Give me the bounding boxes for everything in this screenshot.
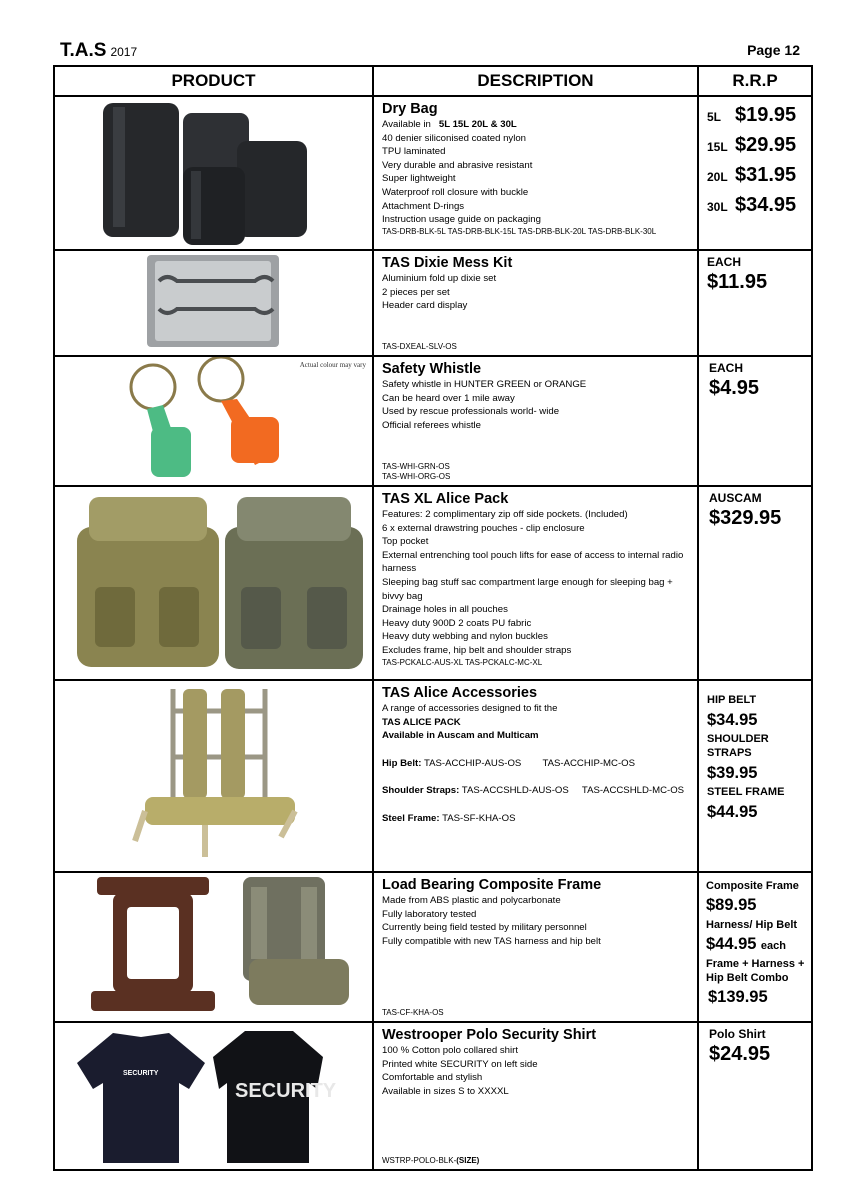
feature-line: 6 x external drawstring pouches - clip enclosure xyxy=(382,522,585,534)
header-product: PRODUCT xyxy=(54,66,373,96)
composite-frame-description xyxy=(373,872,698,1022)
feature-line: 100 % Cotton polo collared shirt xyxy=(382,1045,518,1056)
feature-line: Sleeping bag stuff sac compartment large enough for sleeping bag + bivvy bag xyxy=(382,576,673,602)
composite-frame-image xyxy=(54,872,373,1022)
composite-frame-prices xyxy=(698,872,812,1022)
price-row xyxy=(707,191,805,221)
whistle-price xyxy=(698,356,812,486)
feature-line: Made from ABS plastic and polycarbonate xyxy=(382,895,561,906)
dry-bag-description xyxy=(373,96,698,250)
code-size: (SIZE) xyxy=(456,1156,480,1165)
accessories-image xyxy=(54,680,373,872)
feature-line: Comfortable and stylish xyxy=(382,1072,483,1084)
feature-line: External entrenching tool pouch lifts for ease of access to internal radio harness xyxy=(382,549,684,575)
price-row xyxy=(706,934,805,954)
dixie-image xyxy=(54,250,373,356)
table-row xyxy=(54,680,812,872)
price-value: $11.95 xyxy=(707,271,768,293)
price-label: EACH xyxy=(709,361,744,375)
price-value: $44.95 xyxy=(707,803,758,821)
accessory-line xyxy=(382,812,691,826)
header-description: DESCRIPTION xyxy=(373,66,698,96)
feature-line: 2 pieces per set xyxy=(382,286,450,298)
accessory-label: Shoulder Straps: xyxy=(382,785,460,797)
availability-prefix: Available in xyxy=(382,119,431,130)
size-label: 30L xyxy=(707,200,728,214)
price-label: AUSCAM xyxy=(709,491,762,505)
product-codes xyxy=(382,462,450,482)
accessory-line xyxy=(382,784,691,798)
price-label: Composite Frame xyxy=(706,880,799,892)
price-value: $89.95 xyxy=(706,896,757,914)
product-title: Safety Whistle xyxy=(382,361,482,377)
price-value: $4.95 xyxy=(709,377,760,399)
price-label: STEEL FRAME xyxy=(707,786,785,798)
availability-sizes: 5L 15L 20L & 30L xyxy=(438,119,517,130)
price-label: SHOULDER STRAPS xyxy=(707,733,769,759)
whistle-illustration xyxy=(55,357,372,485)
product-code: TAS-DRB-BLK-5L TAS-DRB-BLK-15L TAS-DRB-BLK-20L TAS-DRB-BLK-30L xyxy=(382,226,657,236)
accessory-line xyxy=(382,757,691,771)
price-value: $19.95 xyxy=(735,104,797,126)
composite-frame-illustration xyxy=(55,873,372,1021)
accessory-code: TAS-SF-KHA-OS xyxy=(442,812,516,824)
feature-line: Top pocket xyxy=(382,536,429,548)
feature-line: Excludes frame, hip belt and shoulder straps xyxy=(382,644,572,656)
bold-line: TAS ALICE PACK xyxy=(382,716,461,728)
price-value: $24.95 xyxy=(709,1043,771,1065)
accessory-label: Steel Frame: xyxy=(382,812,440,824)
table-header-row xyxy=(54,66,812,96)
alice-pack-description xyxy=(373,486,698,680)
feature-line: Very durable and abrasive resistant xyxy=(382,159,533,171)
size-label: 20L xyxy=(707,170,728,184)
price-label: Frame + Harness + Hip Belt Combo xyxy=(706,958,805,984)
polo-shirt-price xyxy=(698,1022,812,1170)
shirt-print-small: SECURITY xyxy=(123,1070,159,1077)
product-title: TAS Alice Accessories xyxy=(382,685,538,701)
price-value: $34.95 xyxy=(707,711,758,729)
dixie-description xyxy=(373,250,698,356)
code-prefix: WSTRP-POLO-BLK- xyxy=(382,1156,457,1165)
dixie-price xyxy=(698,250,812,356)
feature-line: Available in sizes S to XXXXL xyxy=(382,1085,509,1097)
alice-pack-image xyxy=(54,486,373,680)
feature-line: Aluminium fold up dixie set xyxy=(382,273,497,284)
whistle-image xyxy=(54,356,373,486)
accessories-prices xyxy=(698,680,812,872)
dry-bag-image xyxy=(54,96,373,250)
feature-line: Fully compatible with new TAS harness and hip belt xyxy=(382,935,601,947)
feature-line: Waterproof roll closure with buckle xyxy=(382,186,529,198)
price-label: Polo Shirt xyxy=(709,1027,766,1041)
table-row xyxy=(54,96,812,250)
price-value: $34.95 xyxy=(735,194,797,216)
feature-line: Can be heard over 1 mile away xyxy=(382,392,515,404)
price-value: $329.95 xyxy=(709,507,782,529)
catalog-brand xyxy=(60,40,137,62)
feature-line: Drainage holes in all pouches xyxy=(382,604,508,616)
accessory-code: TAS-ACCSHLD-AUS-OS TAS-ACCSHLD-MC-OS xyxy=(461,785,685,797)
price-label: HIP BELT xyxy=(707,694,757,706)
feature-line: Header card display xyxy=(382,300,468,312)
table-row xyxy=(54,356,812,486)
page-number: Page 12 xyxy=(747,42,800,58)
feature-line: Fully laboratory tested xyxy=(382,908,477,920)
feature-line: Safety whistle in HUNTER GREEN or ORANGE xyxy=(382,379,587,390)
polo-shirt-image xyxy=(54,1022,373,1170)
price-value: $139.95 xyxy=(708,988,768,1006)
product-code: TAS-CF-KHA-OS xyxy=(382,1008,444,1017)
table-row xyxy=(54,1022,812,1170)
polo-shirt-description xyxy=(373,1022,698,1170)
bold-line: Available in Auscam and Multicam xyxy=(382,730,539,742)
price-value: $29.95 xyxy=(735,134,797,156)
price-value: $39.95 xyxy=(707,764,758,782)
product-table xyxy=(53,65,813,1171)
product-title: Westrooper Polo Security Shirt xyxy=(382,1027,597,1043)
price-label: EACH xyxy=(707,255,742,269)
dry-bag-illustration xyxy=(55,97,372,249)
feature-line: Instruction usage guide on packaging xyxy=(382,214,541,226)
price-value: $44.95 xyxy=(706,935,757,953)
header-rrp: R.R.P xyxy=(698,66,812,96)
accessory-code: TAS-ACCHIP-AUS-OS TAS-ACCHIP-MC-OS xyxy=(423,757,636,769)
feature-line: Official referees whistle xyxy=(382,419,481,431)
feature-line: TPU laminated xyxy=(382,146,446,158)
intro-line: A range of accessories designed to fit the xyxy=(382,703,558,714)
shirt-print-large: SECURITY xyxy=(235,1080,337,1102)
alice-pack-price xyxy=(698,486,812,680)
size-label: 5L xyxy=(707,110,722,124)
catalog-year: 2017 xyxy=(110,45,138,59)
alice-pack-illustration xyxy=(55,487,372,679)
whistle-description xyxy=(373,356,698,486)
colour-note: Actual colour may vary xyxy=(299,361,366,369)
product-title: TAS XL Alice Pack xyxy=(382,491,509,507)
feature-line: Printed white SECURITY on left side xyxy=(382,1058,538,1070)
product-code xyxy=(382,1156,479,1166)
feature-line: Features: 2 complimentary zip off side pockets. (Included) xyxy=(382,509,628,520)
price-row xyxy=(707,161,805,191)
feature-line: Super lightweight xyxy=(382,173,456,185)
accessories-description xyxy=(373,680,698,872)
product-code: TAS-WHI-GRN-OS xyxy=(382,462,450,471)
price-suffix: each xyxy=(760,940,786,952)
size-label: 15L xyxy=(707,140,728,154)
feature-line: 40 denier siliconised coated nylon xyxy=(382,132,526,144)
accessories-illustration xyxy=(55,681,372,871)
product-code: TAS-WHI-ORG-OS xyxy=(382,472,451,481)
feature-line: Used by rescue professionals world- wide xyxy=(382,406,560,418)
brand-name: T.A.S xyxy=(60,40,107,61)
price-row xyxy=(707,131,805,161)
price-label: Harness/ Hip Belt xyxy=(706,919,798,931)
table-row xyxy=(54,486,812,680)
product-title: TAS Dixie Mess Kit xyxy=(382,255,513,271)
price-value: $31.95 xyxy=(735,164,797,186)
product-title: Load Bearing Composite Frame xyxy=(382,877,602,893)
feature-line: Currently being field tested by military personnel xyxy=(382,922,587,934)
availability-line xyxy=(382,118,691,132)
table-row xyxy=(54,872,812,1022)
feature-line: Heavy duty 900D 2 coats PU fabric xyxy=(382,617,532,629)
polo-shirt-illustration xyxy=(55,1023,372,1169)
feature-line: Heavy duty webbing and nylon buckles xyxy=(382,631,548,643)
feature-line: Attachment D-rings xyxy=(382,200,465,212)
dixie-illustration xyxy=(55,251,372,355)
table-row xyxy=(54,250,812,356)
product-code: TAS-DXEAL-SLV-OS xyxy=(382,342,457,351)
price-row xyxy=(707,101,805,131)
dry-bag-prices xyxy=(698,96,812,250)
product-code: TAS-PCKALC-AUS-XL TAS-PCKALC-MC-XL xyxy=(382,657,543,667)
accessory-label: Hip Belt: xyxy=(382,757,422,769)
product-title: Dry Bag xyxy=(382,101,438,117)
